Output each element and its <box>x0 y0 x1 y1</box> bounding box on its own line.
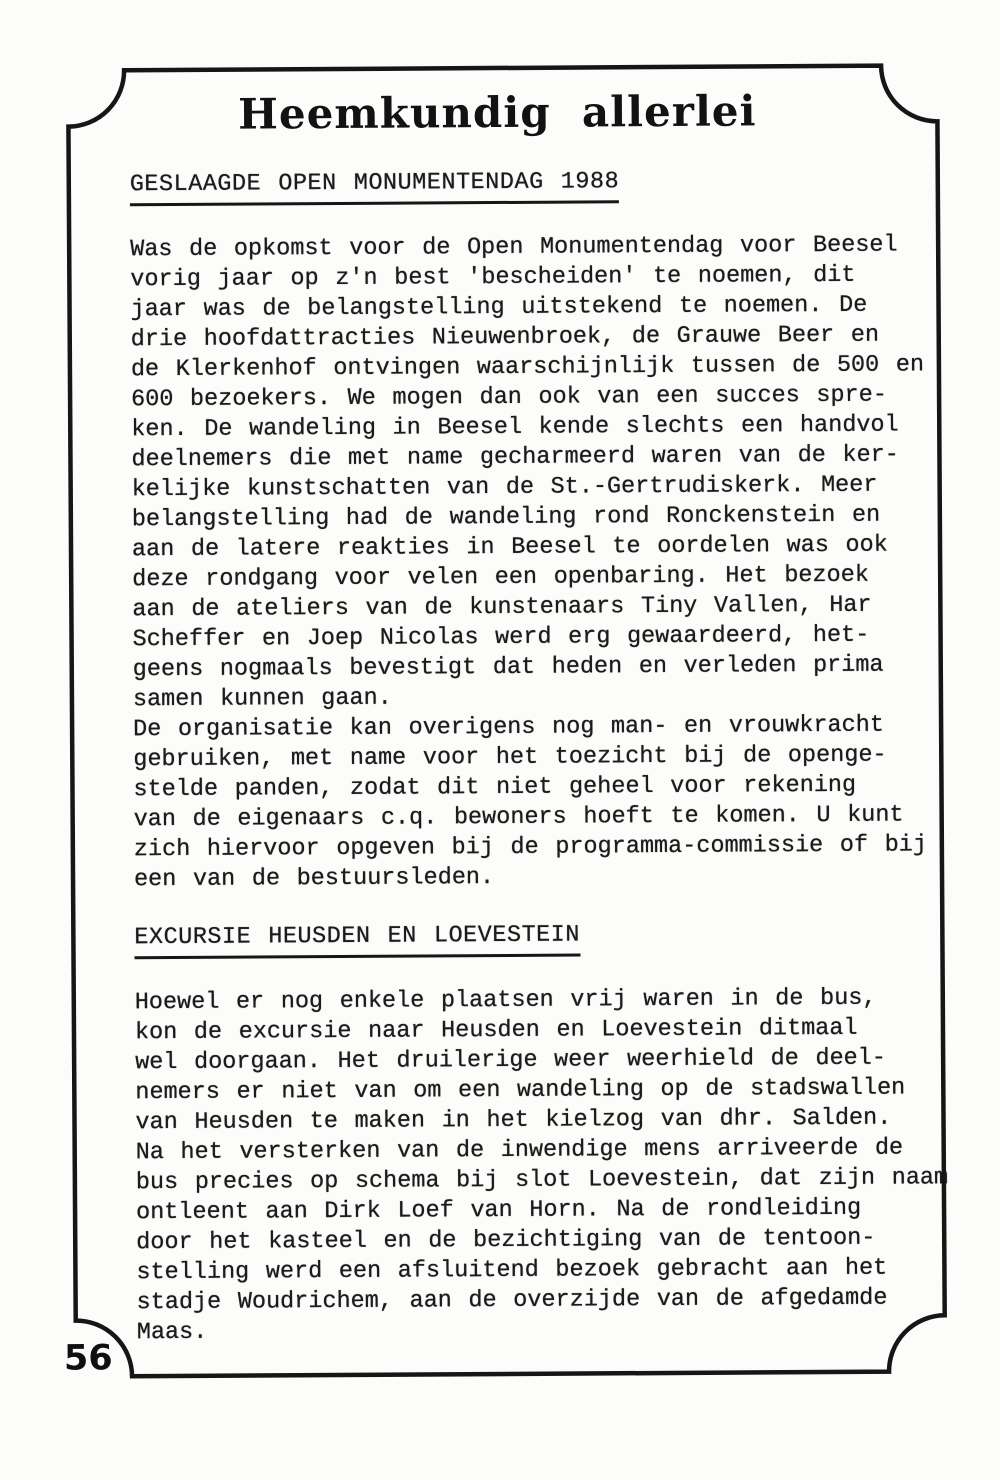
text-line: een van de bestuursleden. <box>133 864 495 894</box>
text-line: wel doorgaan. Het druilerige weer weerhield de deel- <box>135 1044 887 1077</box>
text-line: Maas. <box>136 1318 208 1347</box>
text-line: Hoewel er nog enkele plaatsen vrij waren in de bus, <box>134 984 877 1017</box>
text-line: aan de ateliers van de kunstenaars Tiny Vallen, Har <box>132 591 872 624</box>
text-line: door het kasteel en de bezichtiging van de tentoon- <box>136 1224 876 1257</box>
text-line: van de eigenaars c.q. bewoners hoeft te komen. U kunt <box>133 801 904 834</box>
text-line: 600 bezoekers. We mogen dan ook van een succes spre- <box>131 381 888 414</box>
text-line: geens nogmaals bevestigt dat heden en verleden prima <box>132 651 884 684</box>
text-line: gebruiken, met name voor het toezicht bij de openge- <box>133 741 887 774</box>
text-line: stelde panden, zodat dit niet geheel voor rekening <box>133 771 857 804</box>
text-line: zich hiervoor opgeven bij de programma-commissie of bij <box>133 831 928 864</box>
section-heading-text: EXCURSIE HEUSDEN EN LOEVESTEIN <box>134 923 580 960</box>
section-heading <box>134 920 934 959</box>
section-excursie <box>134 920 949 1348</box>
text-line: De organisatie kan overigens nog man- en vrouwkracht <box>133 711 885 744</box>
section-heading <box>130 167 930 206</box>
text-line: nemers er niet van om een wandeling op de stadswallen <box>135 1074 906 1107</box>
text-line: bus precies op schema bij slot Loevestein, dat zijn naam <box>135 1164 949 1197</box>
text-line: Was de opkomst voor de Open Monumentendag voor Beesel <box>130 231 898 264</box>
text-line: stadje Woudrichem, aan de overzijde van de afgedamde <box>136 1284 888 1317</box>
section-heading-text: GESLAAGDE OPEN MONUMENTENDAG 1988 <box>130 169 620 206</box>
text-line: drie hoofdattracties Nieuwenbroek, de Grauwe Beer en <box>130 321 880 354</box>
text-line: kon de excursie naar Heusden en Loevestein ditmaal <box>134 1014 858 1047</box>
text-line: deelnemers die met name gecharmeerd waren van de ker- <box>131 441 899 474</box>
text-line: ken. De wandeling in Beesel kende slechts een handvol <box>131 411 899 444</box>
text-line: ontleent aan Dirk Loef van Horn. Na de rondleiding <box>135 1194 862 1227</box>
text-line: stelling werd een afsluitend bezoek gebracht aan het <box>136 1254 888 1287</box>
text-line: de Klerkenhof ontvingen waarschijnlijk tussen de 500 en <box>130 351 925 384</box>
page-title: Heemkundig allerlei <box>238 86 757 139</box>
text-line: kelijke kunstschatten van de St.-Gertrudiskerk. Meer <box>131 471 878 504</box>
text-line: belangstelling had de wandeling rond Ronckenstein en <box>131 501 881 534</box>
text-line: jaar was de belangstelling uitstekend te noemen. De <box>130 291 868 324</box>
text-line: aan de latere reakties in Beesel te oordelen was ook <box>131 531 888 564</box>
text-line: van Heusden te maken in het kielzog van dhr. Salden. <box>135 1104 892 1137</box>
section-monumentendag <box>130 167 934 895</box>
text-line: deze rondgang voor velen een openbaring. Het bezoek <box>132 561 869 594</box>
section-body <box>134 983 949 1348</box>
text-line: Scheffer en Joep Nicolas werd erg gewaardeerd, het- <box>132 621 870 654</box>
page-number: 56 <box>63 1338 113 1379</box>
text-line: samen kunnen gaan. <box>132 684 392 714</box>
text-line: Na het versterken van de inwendige mens arriveerde de <box>135 1134 904 1167</box>
page-content <box>129 83 949 1348</box>
section-body <box>130 230 934 895</box>
text-line: vorig jaar op z'n best 'bescheiden' te noemen, dit <box>130 261 856 294</box>
